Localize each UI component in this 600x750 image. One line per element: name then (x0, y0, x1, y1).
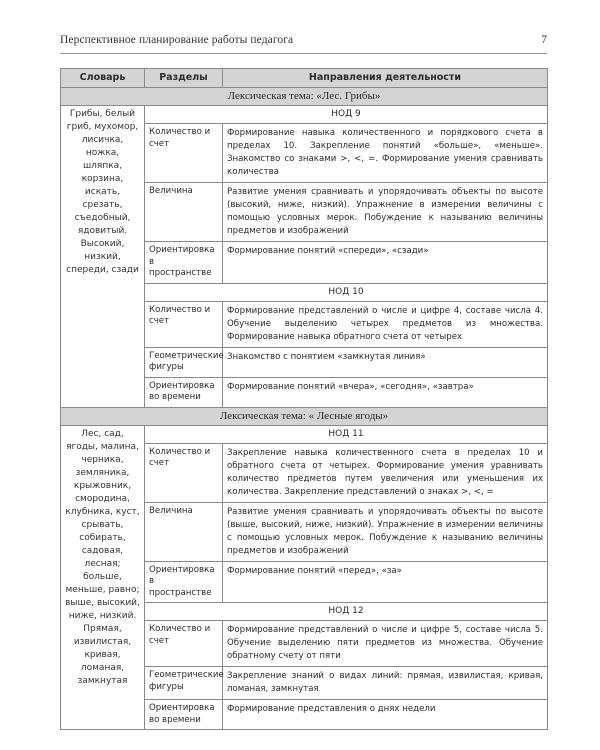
theme-row (61, 407, 548, 425)
direction-cell: Формирование понятий «вчера», «сегодня», «завтра» (223, 377, 548, 407)
column-header-vocabulary: Словарь (61, 69, 145, 88)
nod-label: НОД 9 (145, 106, 548, 124)
column-header-directions: Направления деятельности (223, 69, 548, 88)
vocabulary-cell: Грибы, белый гриб, мухомор, лисичка, ножка, шляпка, корзина, искать, срезать, съедобный, ядовитый. Высокий, низкий, спереди, сзади (61, 106, 145, 408)
section-cell: Количество и счет (145, 301, 223, 347)
direction-cell: Формирование представления о днях недели (223, 700, 548, 730)
section-cell: Ориентировка во времени (145, 377, 223, 407)
nod-label: НОД 11 (145, 425, 548, 443)
direction-cell: Закрепление навыка количественного счета в пределах 10 и обратного счета от четырех. Формирование умения уравнивать количество предметов путем увеличения или уменьшения их количества. Закрепление представлений о знаках >, <, = (223, 443, 548, 502)
nod-label: НОД 12 (145, 603, 548, 621)
direction-cell: Закрепление знаний о видах линий: прямая, извилистая, кривая, ломаная, замкнутая (223, 667, 548, 700)
section-cell: Геометрические фигуры (145, 667, 223, 700)
nod-label: НОД 10 (145, 283, 548, 301)
section-cell: Величина (145, 502, 223, 561)
page-number: 7 (541, 34, 547, 46)
header-rule (60, 53, 547, 54)
section-cell: Ориентировка в пространстве (145, 561, 223, 603)
direction-cell: Развитие умения сравнивать и упорядочивать объекты по высоте (высокий, ниже, низкий). Упражнение в измерении величины с помощью условных мерок. Побуждение к называнию величины предметов и изображений (223, 183, 548, 242)
page-header (60, 34, 547, 54)
nod-row (61, 106, 548, 124)
theme-title: Лексическая тема: «Лес. Грибы» (61, 88, 548, 106)
planning-table (60, 68, 548, 730)
section-cell: Величина (145, 183, 223, 242)
column-header-sections: Разделы (145, 69, 223, 88)
running-title: Перспективное планирование работы педагога (60, 34, 294, 46)
direction-cell: Знакомство с понятием «замкнутая линия» (223, 347, 548, 377)
theme-title: Лексическая тема: « Лесные ягоды» (61, 407, 548, 425)
direction-cell: Развитие умения сравнивать и упорядочивать объекты по высоте (выше, высокий, ниже, низкий). Упражнение в измерении величины с помощью условных мерок. Побуждение к называнию величины предметов и изображений (223, 502, 548, 561)
theme-row (61, 88, 548, 106)
section-cell: Количество и счет (145, 443, 223, 502)
section-cell: Количество и счет (145, 124, 223, 183)
direction-cell: Формирование представлений о числе и цифре 5, составе числа 5. Обучение выделению пяти предметов из множества. Обучение обратному счету от пяти (223, 621, 548, 667)
direction-cell: Формирование представлений о числе и цифре 4, составе числа 4. Обучение выделению четырех предметов из множества. Формирование навыка обратного счета от четырех (223, 301, 548, 347)
nod-row (61, 425, 548, 443)
section-cell: Ориентировка в пространстве (145, 242, 223, 284)
section-cell: Геометрические фигуры (145, 347, 223, 377)
table-header-row (61, 69, 548, 88)
section-cell: Ориентировка во времени (145, 700, 223, 730)
direction-cell: Формирование понятий «перед», «за» (223, 561, 548, 603)
section-cell: Количество и счет (145, 621, 223, 667)
direction-cell: Формирование навыка количественного и порядкового счета в пределах 10. Закрепление понятий «больше», «меньше». Знакомство со знаками >, <, =. Формирование умения сравнивать количества (223, 124, 548, 183)
vocabulary-cell: Лес, сад, ягоды, малина, черника, земляника, крыжовник, смородина, клубника, куст, срывать, собирать, садовая, лесная; больше, меньше, равно; выше, высокий, ниже, низкий. Прямая, извилистая, кривая, ломаная, замкнутая (61, 425, 145, 730)
direction-cell: Формирование понятий «спереди», «сзади» (223, 242, 548, 284)
